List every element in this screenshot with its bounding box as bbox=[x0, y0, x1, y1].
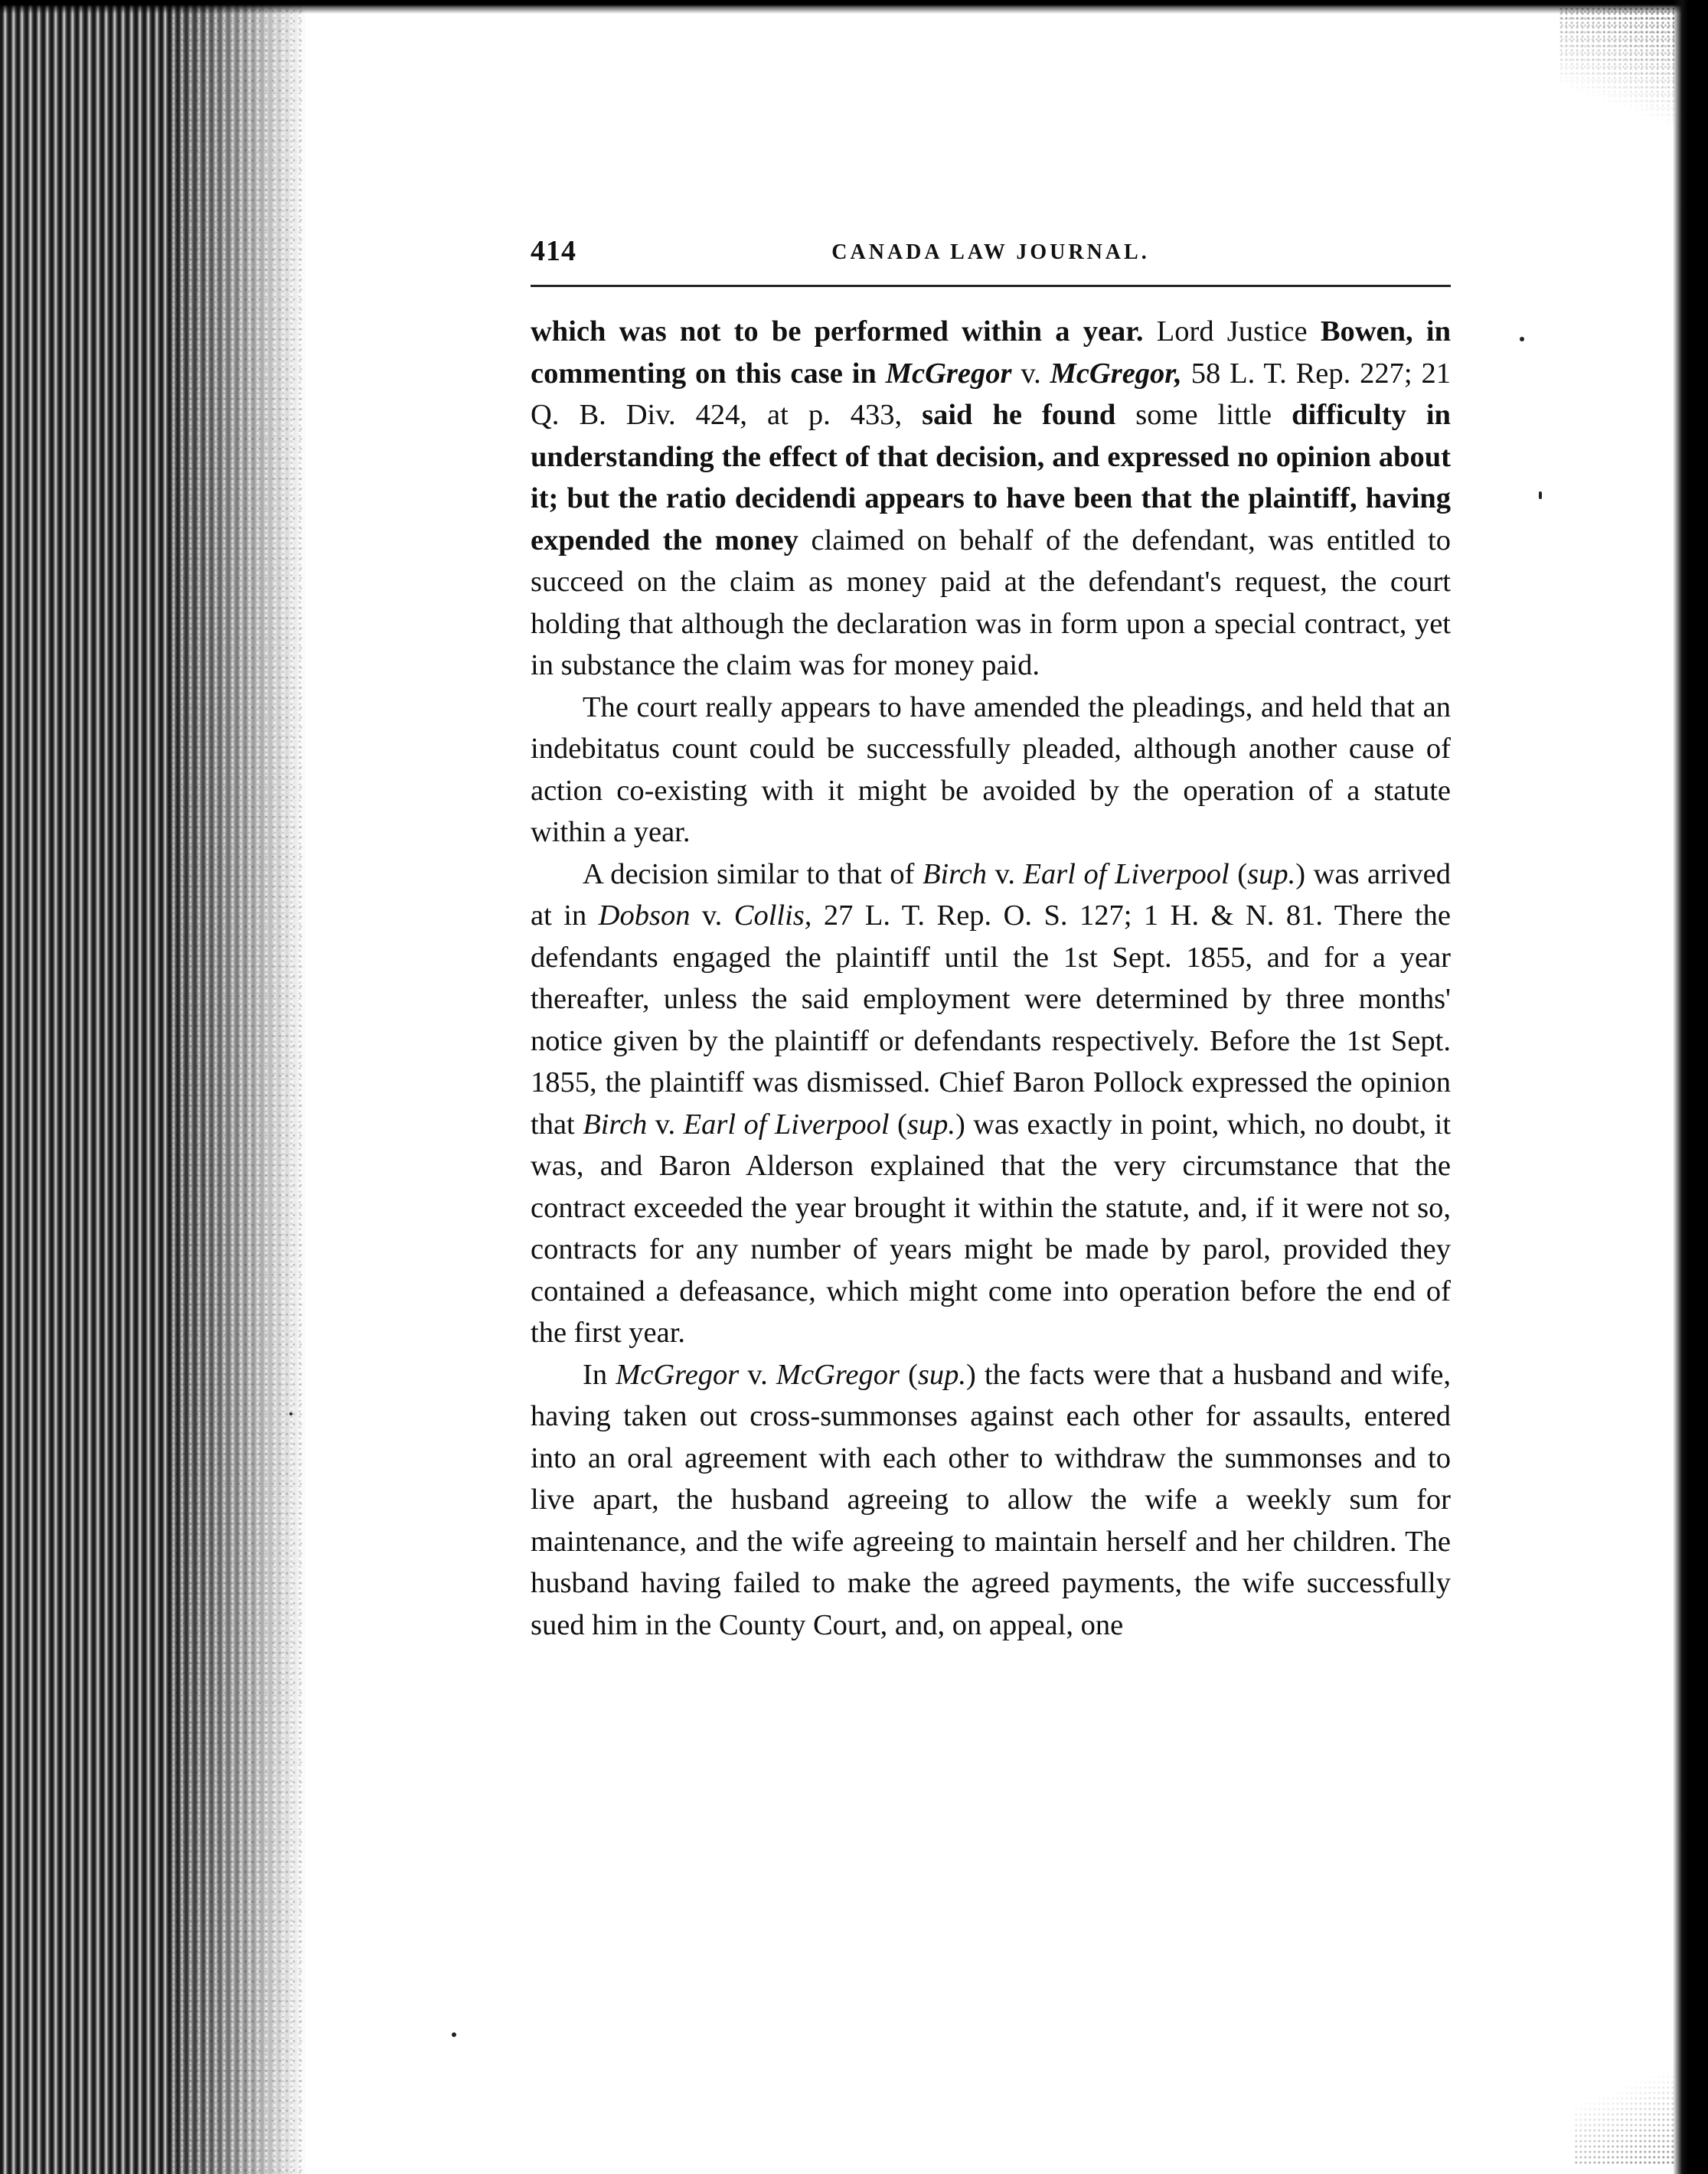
paragraph: which was not to be performed within a year. Lord Justice Bowen, in commenting on this case in McGregor v. McGregor, 58 L. T. Rep. 227; 21 Q. B. Div. 424, at p. 433, said he found some little difficulty in understanding the effect of that decision, and expressed no opinion about it; but the ratio decidendi appears to have been that the plaintiff, having expended the money claimed on behalf of the defendant, was entitled to succeed on the claim as money paid at the defendant's request, the court holding that although the declaration was in form upon a special contract, yet in substance the claim was for money paid. bbox=[531, 315, 1452, 681]
scan-speck bbox=[1520, 337, 1524, 341]
paragraph: In McGregor v. McGregor (sup.) the facts were that a husband and wife, having taken out cross-summonses against each other for assaults, entered into an oral agreement with each other to withdraw the summonses and to live apart, the husband agreeing to allow the wife a weekly sum for maintenance, and the wife agreeing to maintain herself and her children. The husband having failed to make the agreed payments, the wife successfully sued him in the County Court, and, on appeal, one bbox=[531, 1358, 1451, 1641]
scan-corner-noise bbox=[1559, 8, 1674, 138]
scan-top-edge bbox=[0, 0, 1708, 14]
paragraph: The court really appears to have amended the pleadings, and held that an indebitatus count could be successfully pleaded, although another cause of action co-existing with it might be avoided by the operation of a statute within a year. bbox=[531, 690, 1451, 848]
paragraph: A decision similar to that of Birch v. Earl of Liverpool (sup.) was arrived at in Dobson v. Collis, 27 L. T. Rep. O. S. 127; 1 H. & N. 81. There the defendants engaged the plaintiff until the 1st Sept. 1855, and for a year thereafter, unless the said employment were determined by three months' notice given by the plaintiff or defendants respectively. Before the 1st Sept. 1855, the plaintiff was dismissed. Chief Baron Pollock expressed the opinion that Birch v. Earl of Liverpool (sup.) was exactly in point, which, no doubt, it was, and Baron Alderson explained that the very circumstance that the contract exceeded the year brought it within the statute, and, if it were not so, contracts for any number of years might be made by parol, provided they contained a defeasance, which might come into operation before the end of the first year. bbox=[531, 857, 1452, 1349]
scan-corner-noise-bottom bbox=[1575, 2059, 1674, 2166]
scan-gutter-speckle bbox=[168, 0, 306, 2174]
scan-speck bbox=[1539, 491, 1542, 499]
running-header bbox=[531, 234, 1451, 280]
scan-speck bbox=[452, 2032, 456, 2037]
page-number: 414 bbox=[531, 235, 576, 267]
page-body bbox=[531, 311, 1451, 1646]
scan-speck bbox=[289, 1412, 292, 1415]
scan-right-edge bbox=[1673, 0, 1708, 2174]
header-rule bbox=[531, 285, 1451, 287]
journal-title: CANADA LAW JOURNAL. bbox=[831, 240, 1150, 264]
